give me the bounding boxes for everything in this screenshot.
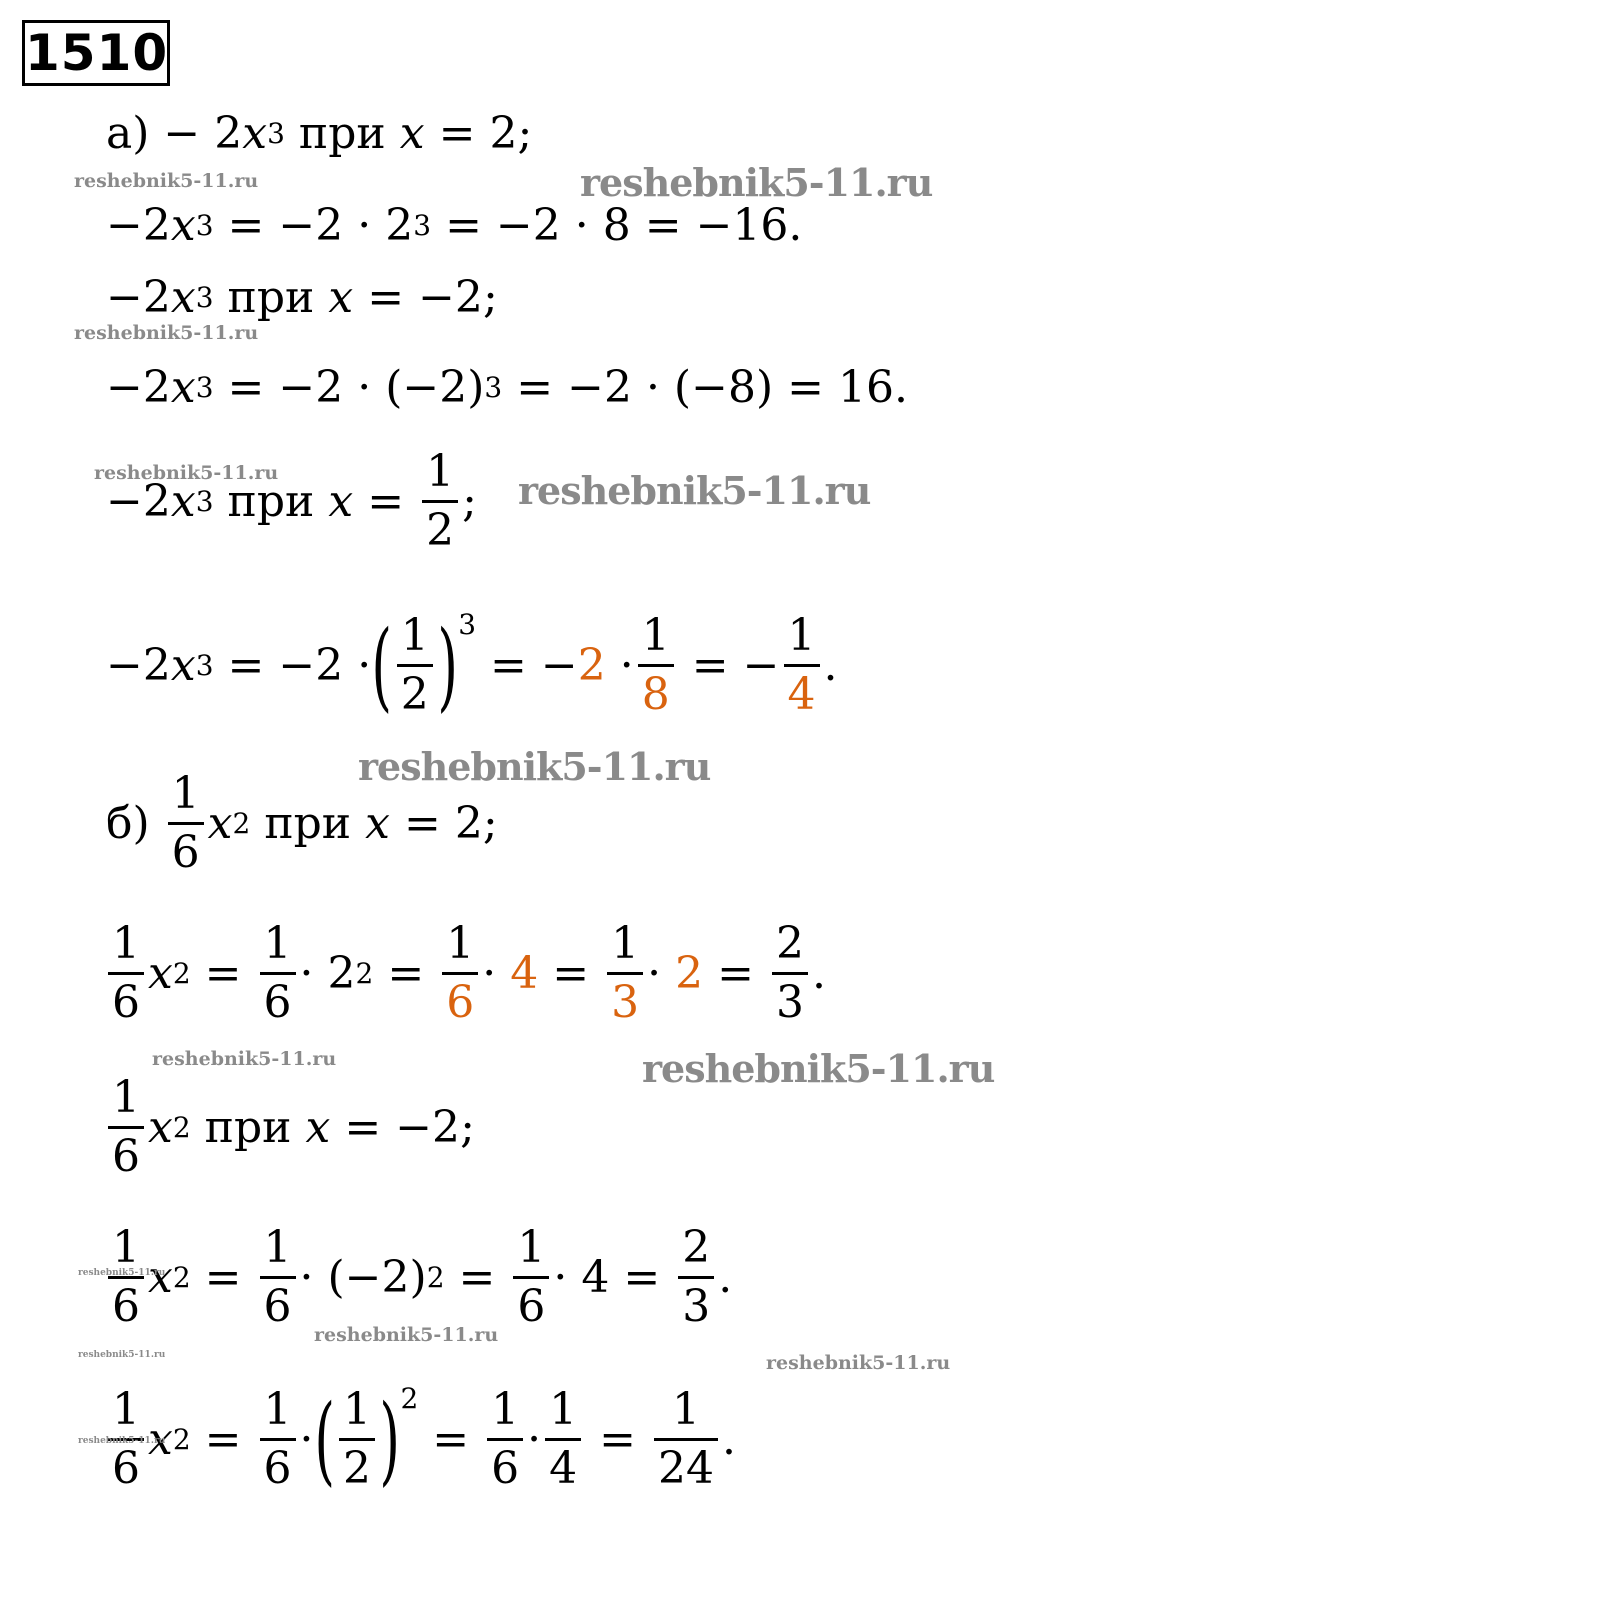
- expr: −2 · (−2): [278, 362, 485, 413]
- watermark: reshebnik5-11.ru: [94, 462, 279, 484]
- fraction-1-4: $\frac{1}{4}$: [784, 614, 820, 717]
- line-b-solution-3: $\frac{1}{6}$ x 2 = $\frac{1}{6}$ · ( $\frac{1}{2}$ ) 2 = $\frac{1}{6}$ · $\frac{1}{4}$ = $\frac{1}{24}$ .: [104, 1388, 736, 1491]
- line-a-task-3: −2 x 3 при x = $\frac{1}{2}$ ;: [106, 446, 477, 556]
- fraction-1-2: $\frac{1}{2}$: [339, 1388, 375, 1491]
- eq: =: [403, 798, 441, 849]
- result: = −2 · 8 = −16.: [445, 200, 803, 251]
- watermark: reshebnik5-11.ru: [78, 1350, 166, 1360]
- fraction-1-6-cancel: $\frac{1}{6}$: [442, 922, 478, 1025]
- fraction-1-4: $\frac{1}{4}$: [545, 1388, 581, 1491]
- semicolon: ;: [517, 108, 533, 159]
- dot: ·: [482, 948, 497, 999]
- eq: =: [204, 1414, 242, 1465]
- var-x: x: [207, 798, 233, 849]
- fraction-1-6: $\frac{1}{6}$: [487, 1388, 523, 1491]
- eq: =: [227, 640, 265, 691]
- fraction-1-6: $\frac{1}{6}$: [260, 1226, 296, 1329]
- watermark: reshebnik5-11.ru: [74, 170, 259, 192]
- line-a-solution-2: −2 x 3 = −2 · (−2) 3 = −2 · (−8) = 16.: [106, 362, 908, 413]
- eq: =: [344, 1102, 382, 1153]
- val-4: 4: [581, 1252, 610, 1303]
- eq: =: [599, 1414, 637, 1465]
- dot: ·: [527, 1414, 542, 1465]
- eq: =: [458, 1252, 496, 1303]
- var-x: x: [399, 108, 425, 159]
- fraction-1-6: $\frac{1}{6}$: [260, 922, 296, 1025]
- exp-3: 3: [458, 608, 477, 641]
- eq: =: [490, 640, 527, 691]
- cancelled-2: 2: [675, 948, 704, 999]
- watermark: reshebnik5-11.ru: [580, 160, 933, 205]
- label-b: б): [106, 798, 150, 849]
- coef: −2: [106, 476, 171, 527]
- var-x: x: [148, 1102, 173, 1153]
- fraction-2-3: $\frac{2}{3}$: [678, 1226, 714, 1329]
- coef: −2: [106, 272, 171, 323]
- fraction-2-3: $\frac{2}{3}$: [772, 922, 808, 1025]
- word-at: при: [227, 476, 315, 527]
- var-x: x: [328, 272, 354, 323]
- var-x: x: [148, 1252, 173, 1303]
- eq: =: [367, 272, 405, 323]
- period: .: [722, 1414, 737, 1465]
- var-x: x: [148, 1414, 173, 1465]
- var-x: x: [170, 272, 196, 323]
- word-at: при: [204, 1102, 292, 1153]
- watermark: reshebnik5-11.ru: [518, 468, 871, 513]
- var-x: x: [305, 1102, 331, 1153]
- fraction-1-6: $\frac{1}{6}$: [108, 1076, 144, 1179]
- expr: · (−2): [299, 1252, 427, 1303]
- left-paren: (: [371, 609, 393, 722]
- watermark: reshebnik5-11.ru: [74, 322, 259, 344]
- val-neg-2: −2: [395, 1102, 461, 1153]
- watermark: reshebnik5-11.ru: [358, 744, 711, 789]
- eq: =: [227, 362, 265, 413]
- period: .: [811, 948, 826, 999]
- fraction-1-6: $\frac{1}{6}$: [513, 1226, 549, 1329]
- watermark: reshebnik5-11.ru: [78, 1268, 166, 1278]
- eq: =: [717, 948, 754, 999]
- eq: =: [204, 948, 242, 999]
- var-x: x: [328, 476, 354, 527]
- eq: =: [552, 948, 590, 999]
- expr-minus-two: − 2: [163, 108, 243, 159]
- watermark: reshebnik5-11.ru: [766, 1352, 951, 1374]
- var-x: x: [365, 798, 390, 849]
- line-a-task-1: а) − 2 x 3 при x = 2 ;: [106, 108, 533, 159]
- coef: −2: [106, 640, 171, 691]
- line-b-task-1: б) $\frac{1}{6}$ x 2 при x = 2 ;: [106, 768, 498, 878]
- right-paren: ): [437, 609, 458, 722]
- exp-2: 2: [400, 1382, 419, 1415]
- dot: ·: [357, 640, 372, 691]
- fraction-1-6: $\frac{1}{6}$: [108, 1388, 144, 1491]
- right-paren: ): [379, 1383, 401, 1496]
- coef: −2: [106, 362, 171, 413]
- word-at: при: [227, 272, 315, 323]
- fraction-1-2: $\frac{1}{2}$: [397, 614, 433, 717]
- fraction-1-8: $\frac{1}{8}$: [638, 614, 674, 717]
- var-x: x: [170, 362, 196, 413]
- expr: · 2: [299, 948, 356, 999]
- dot: ·: [553, 1252, 568, 1303]
- dot: ·: [299, 1414, 314, 1465]
- val-2: 2: [454, 798, 483, 849]
- line-b-task-2: $\frac{1}{6}$ x 2 при x = −2 ;: [104, 1076, 475, 1179]
- fraction-1-2: $\frac{1}{2}$: [422, 450, 458, 553]
- semicolon: ;: [482, 798, 498, 849]
- word-at: при: [298, 108, 386, 159]
- var-x: x: [170, 200, 196, 251]
- cancelled-2: 2: [577, 640, 606, 691]
- period: .: [718, 1252, 733, 1303]
- val-neg-2: −2: [418, 272, 483, 323]
- val-2: 2: [489, 108, 518, 159]
- watermark: reshebnik5-11.ru: [78, 1436, 166, 1446]
- eq: =: [367, 476, 405, 527]
- watermark: reshebnik5-11.ru: [314, 1324, 499, 1346]
- expr: −2 · 2: [278, 200, 414, 251]
- var-x: x: [148, 948, 173, 999]
- eq: =: [387, 948, 425, 999]
- word-at: при: [264, 798, 352, 849]
- watermark: reshebnik5-11.ru: [152, 1048, 337, 1070]
- coef-neg-2: −2: [278, 640, 344, 691]
- semicolon: ;: [460, 1102, 475, 1153]
- left-paren: (: [313, 1383, 335, 1496]
- line-b-solution-2: $\frac{1}{6}$ x 2 = $\frac{1}{6}$ · (−2) 2 = $\frac{1}{6}$ · 4 = $\frac{2}{3}$ .: [104, 1226, 732, 1329]
- minus: −: [540, 640, 578, 691]
- fraction-1-24: $\frac{1}{24}$: [654, 1388, 718, 1491]
- fraction-1-6: $\frac{1}{6}$: [168, 772, 204, 875]
- fraction-1-3: $\frac{1}{3}$: [607, 922, 643, 1025]
- cancelled-4: 4: [510, 948, 539, 999]
- eq: =: [204, 1252, 242, 1303]
- coef: −2: [106, 200, 171, 251]
- minus: −: [742, 640, 780, 691]
- eq: =: [227, 200, 265, 251]
- eq: =: [432, 1414, 470, 1465]
- line-a-solution-3: −2 x 3 = −2 · ( $\frac{1}{2}$ ) 3 = − 2 · $\frac{1}{8}$ = − $\frac{1}{4}$ .: [106, 608, 838, 722]
- semicolon: ;: [482, 272, 498, 323]
- result: = −2 · (−8) = 16.: [516, 362, 908, 413]
- problem-number: 1510: [22, 20, 170, 86]
- line-a-solution-1: −2 x 3 = −2 · 2 3 = −2 · 8 = −16.: [106, 200, 803, 251]
- eq: =: [623, 1252, 661, 1303]
- semicolon: ;: [462, 476, 477, 527]
- var-x: x: [170, 640, 196, 691]
- var-x: x: [242, 108, 268, 159]
- label-a: а): [106, 108, 150, 159]
- fraction-1-6: $\frac{1}{6}$: [260, 1388, 296, 1491]
- watermark: reshebnik5-11.ru: [642, 1046, 995, 1091]
- var-x: x: [170, 476, 196, 527]
- line-a-task-2: −2 x 3 при x = −2 ;: [106, 272, 498, 323]
- period: .: [823, 640, 838, 691]
- dot: ·: [647, 948, 662, 999]
- dot: ·: [619, 640, 634, 691]
- eq: =: [438, 108, 476, 159]
- fraction-1-6: $\frac{1}{6}$: [108, 922, 144, 1025]
- eq: =: [691, 640, 729, 691]
- line-b-solution-1: $\frac{1}{6}$ x 2 = $\frac{1}{6}$ · 2 2 = $\frac{1}{6}$ · 4 = $\frac{1}{3}$ · 2 = $\frac{2}{3}$ .: [104, 922, 826, 1025]
- fraction-1-6: $\frac{1}{6}$: [108, 1226, 144, 1329]
